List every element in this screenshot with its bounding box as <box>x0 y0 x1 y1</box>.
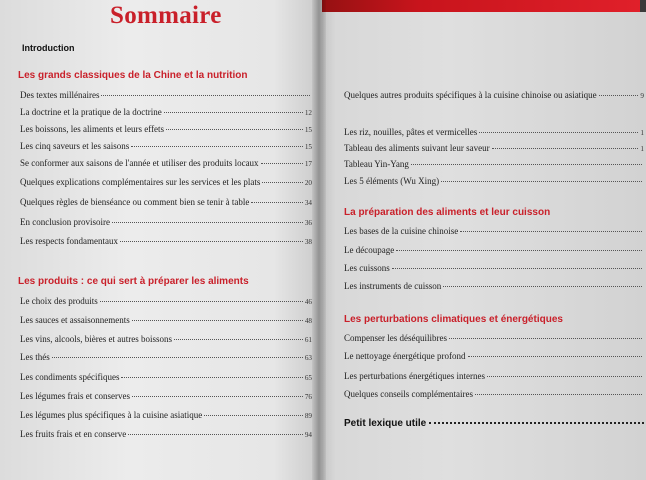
dot-leader <box>443 285 642 287</box>
toc-entry-page: 89 <box>304 412 312 420</box>
toc-entry-label: Quelques autres produits spécifiques à la cuisine chinoise ou asiatique <box>344 90 597 100</box>
toc-entry-label: Les légumes plus spécifiques à la cuisine asiatique <box>20 410 203 420</box>
toc-entry[interactable] <box>20 90 312 100</box>
dot-leader <box>475 393 642 395</box>
toc-entry[interactable] <box>344 226 644 236</box>
toc-entry-page: 76 <box>304 393 312 401</box>
dot-leader <box>120 240 303 242</box>
toc-entry-page: 36 <box>304 219 312 227</box>
dot-leader <box>101 94 310 96</box>
toc-entry-page: 63 <box>304 354 312 362</box>
toc-entry-label: Le choix des produits <box>20 296 98 306</box>
toc-entry-label: Le nettoyage énergétique profond <box>344 351 466 361</box>
toc-entry-page: 65 <box>304 374 312 382</box>
toc-entry-label: Le découpage <box>344 245 395 255</box>
toc-entry-label: Les sauces et assaisonnements <box>20 315 130 325</box>
dot-leader <box>251 201 302 203</box>
toc-entry[interactable] <box>20 352 312 362</box>
toc-entry[interactable] <box>344 143 644 153</box>
toc-entry[interactable] <box>20 107 312 117</box>
toc-entry[interactable] <box>344 90 644 100</box>
toc-entry-label: Les perturbations énergétiques internes <box>344 371 486 381</box>
page-title: Sommaire <box>110 2 222 29</box>
toc-entry-label: La doctrine et la pratique de la doctrine <box>20 107 162 117</box>
toc-entry-label: Tableau des aliments suivant leur saveur <box>344 143 490 153</box>
toc-entry-page: 20 <box>304 179 312 187</box>
toc-entry[interactable] <box>20 197 312 207</box>
toc-entry-page: 1 <box>640 145 644 153</box>
toc-entry-label: Compenser les déséquilibres <box>344 333 447 343</box>
dot-leader <box>166 128 303 130</box>
dot-leader <box>441 180 642 182</box>
toc-entry[interactable] <box>20 391 312 401</box>
toc-entry-page: 38 <box>304 238 312 246</box>
toc-entry-label: Les légumes frais et conserves <box>20 391 130 401</box>
toc-entry[interactable] <box>344 176 644 186</box>
section-title: Les produits : ce qui sert à préparer les aliments <box>18 276 249 287</box>
toc-entry[interactable] <box>20 410 312 420</box>
dot-leader <box>411 163 642 165</box>
toc-entry[interactable] <box>20 177 312 187</box>
toc-entry-page: 94 <box>304 431 312 439</box>
toc-entry-label: Les respects fondamentaux <box>20 236 118 246</box>
dot-leader <box>128 433 303 435</box>
toc-entry-label: Les cinq saveurs et les saisons <box>20 141 130 151</box>
section-title: La préparation des aliments et leur cuisson <box>344 207 551 218</box>
toc-entry-label: Les riz, nouilles, pâtes et vermicelles <box>344 127 478 137</box>
dot-leader <box>429 422 644 424</box>
toc-entry-page: 34 <box>304 199 312 207</box>
toc-entry-page: 9 <box>640 92 644 100</box>
toc-entry-page: 1 <box>640 129 644 137</box>
toc-entry[interactable] <box>20 429 312 439</box>
toc-entry[interactable] <box>344 333 644 343</box>
dot-leader <box>487 375 642 377</box>
toc-entry[interactable] <box>20 372 312 382</box>
toc-entry[interactable] <box>344 159 644 169</box>
book-gutter <box>312 0 326 480</box>
toc-entry-label: Les thés <box>20 352 50 362</box>
dot-leader <box>261 162 303 164</box>
toc-entry[interactable] <box>344 263 644 273</box>
dot-leader <box>392 267 642 269</box>
toc-entry[interactable] <box>344 281 644 291</box>
toc-entry-label: Quelques conseils complémentaires <box>344 389 473 399</box>
dot-leader <box>100 300 303 302</box>
section-title: Les grands classiques de la Chine et la nutrition <box>18 70 248 81</box>
toc-entry-page: 15 <box>304 143 312 151</box>
toc-entry[interactable] <box>20 315 312 325</box>
dot-leader <box>460 230 642 232</box>
toc-entry-label: Les instruments de cuisson <box>344 281 442 291</box>
lexique-label: Petit lexique utile <box>344 418 427 429</box>
toc-entry[interactable] <box>344 351 644 361</box>
toc-entry[interactable] <box>20 236 312 246</box>
toc-entry-label: Quelques règles de bienséance ou comment bien se tenir à table <box>20 197 250 207</box>
toc-entry[interactable] <box>20 158 312 168</box>
dot-leader <box>131 145 303 147</box>
dot-leader <box>449 337 642 339</box>
dot-leader <box>204 414 303 416</box>
toc-entry[interactable] <box>20 141 312 151</box>
dot-leader <box>164 111 303 113</box>
dot-leader <box>121 376 302 378</box>
toc-entry-label: Quelques explications complémentaires sur les services et les plats <box>20 177 261 187</box>
dot-leader <box>479 131 638 133</box>
toc-entry-page: 48 <box>304 317 312 325</box>
toc-entry-page: 61 <box>304 336 312 344</box>
toc-entry[interactable] <box>344 245 644 255</box>
dot-leader <box>52 356 303 358</box>
toc-entry[interactable] <box>20 334 312 344</box>
dot-leader <box>262 181 302 183</box>
dot-leader <box>112 221 303 223</box>
dot-leader <box>132 395 303 397</box>
dot-leader <box>174 338 303 340</box>
section-title: Les perturbations climatiques et énergétiques <box>344 314 563 325</box>
toc-entry[interactable] <box>20 124 312 134</box>
toc-entry-label: Les condiments spécifiques <box>20 372 120 382</box>
toc-entry-label: En conclusion provisoire <box>20 217 110 227</box>
toc-entry-label: Des textes millénaires <box>20 90 100 100</box>
toc-entry-page: 17 <box>304 160 312 168</box>
lexique-entry[interactable] <box>344 418 644 429</box>
toc-entry[interactable] <box>344 389 644 399</box>
toc-entry-label: Se conformer aux saisons de l'année et utiliser des produits locaux <box>20 158 259 168</box>
dot-leader <box>132 319 303 321</box>
toc-entry-label: Les cuissons <box>344 263 390 273</box>
toc-entry[interactable] <box>20 217 312 227</box>
toc-entry-label: Tableau Yin-Yang <box>344 159 409 169</box>
dot-leader <box>492 147 639 149</box>
intro-heading: Introduction <box>22 43 75 53</box>
toc-entry-page: 46 <box>304 298 312 306</box>
dot-leader <box>599 94 639 96</box>
dot-leader <box>468 355 642 357</box>
toc-entry[interactable] <box>20 296 312 306</box>
toc-entry[interactable] <box>344 371 644 381</box>
toc-entry-page: 12 <box>304 109 312 117</box>
toc-entry-page: 15 <box>304 126 312 134</box>
toc-entry-label: Les boissons, les aliments et leurs effets <box>20 124 165 134</box>
toc-entry-label: Les 5 éléments (Wu Xing) <box>344 176 440 186</box>
toc-entry-label: Les fruits frais et en conserve <box>20 429 127 439</box>
toc-entry-label: Les vins, alcools, bières et autres boissons <box>20 334 172 344</box>
dot-leader <box>396 249 642 251</box>
toc-entry[interactable] <box>344 127 644 137</box>
toc-entry-label: Les bases de la cuisine chinoise <box>344 226 459 236</box>
